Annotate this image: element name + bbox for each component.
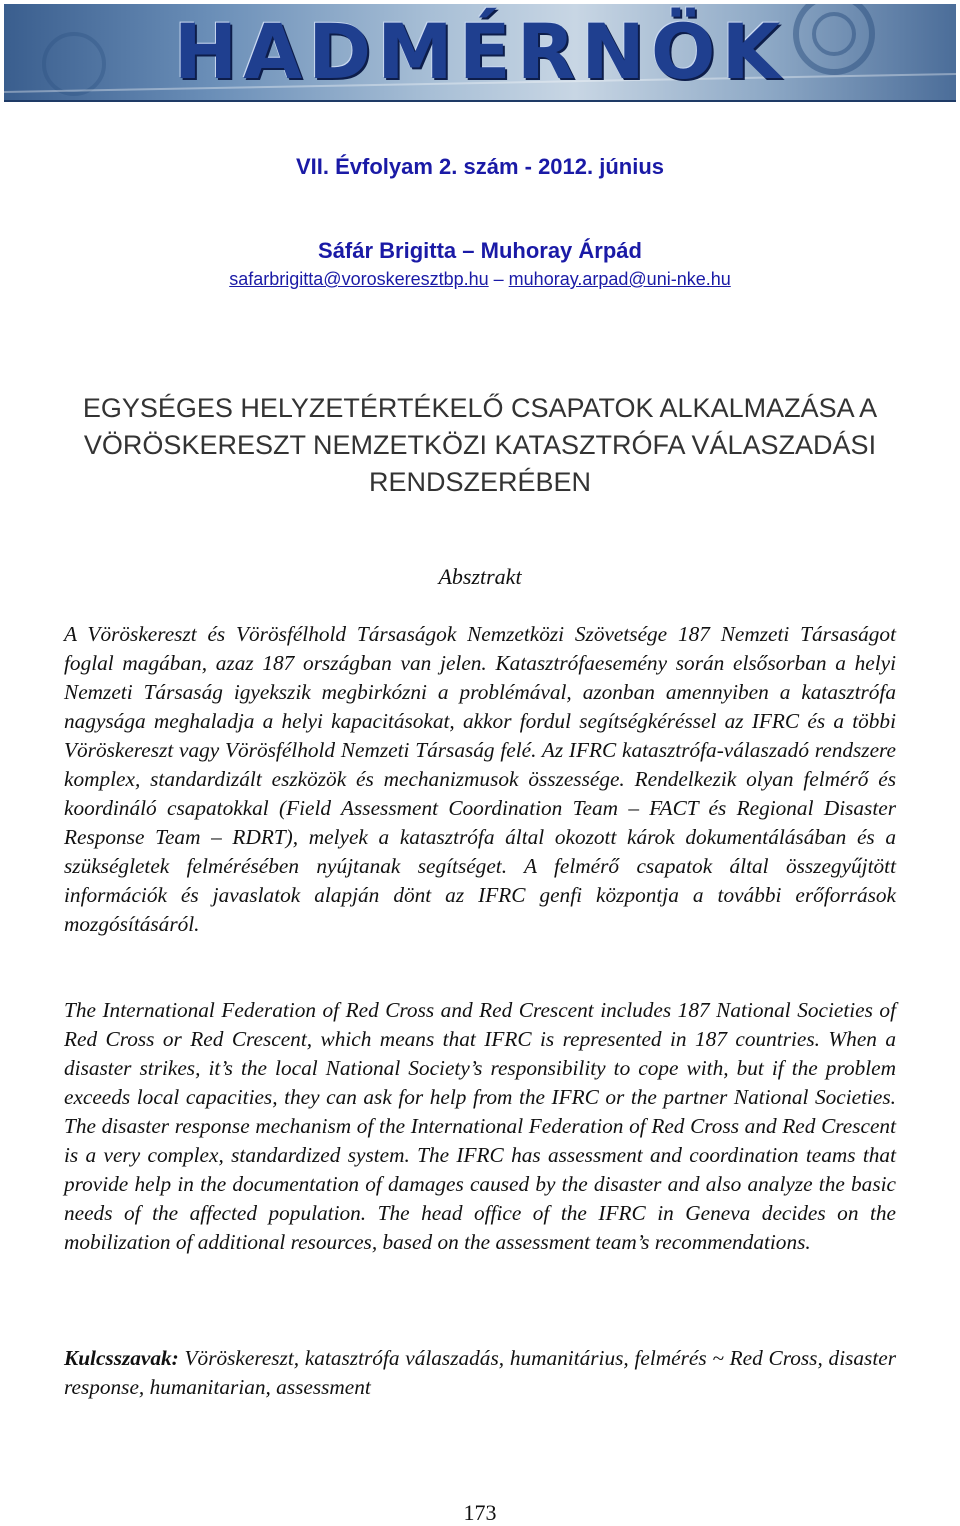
- email-separator: –: [488, 269, 509, 289]
- abstract-english: The International Federation of Red Cross and Red Crescent includes 187 National Societies of Red Cross or Red Crescent, which means that IFRC is represented in 187 countries. When a disaster strikes, it’s the local National Society’s responsibility to cope with, but if the problem exceeds local capacities, they can ask for help from the IFRC or the partner National Societies. The disaster response mechanism of the International Federation of Red Cross and Red Crescent is a very complex, standardized system. The IFRC has assessment and coordination teams that provide help in the documentation of damages caused by the disaster and also analyze the basic needs of the affected population. The head office of the IFRC in Geneva decides on the mobilization of additional resources, based on the assessment team’s recommendations.: [64, 998, 896, 1254]
- journal-banner: [4, 4, 956, 102]
- journal-logo: HADMÉRNÖK: [173, 7, 787, 96]
- email-link-2[interactable]: muhoray.arpad@uni-nke.hu: [508, 269, 731, 289]
- article-title: [0, 390, 960, 501]
- authors: Sáfár Brigitta – Muhoray Árpád: [318, 238, 642, 263]
- title-line-3: RENDSZERÉBEN: [368, 467, 592, 497]
- keywords-text: Vöröskereszt, katasztrófa válaszadás, humanitárius, felmérés ~ Red Cross, disaster response, humanitarian, assessment: [64, 1346, 896, 1399]
- issue-info: VII. Évfolyam 2. szám - 2012. június: [295, 154, 665, 179]
- abstract-hungarian: A Vöröskereszt és Vörösfélhold Társaságok Nemzetközi Szövetsége 187 Nemzeti Társaságot foglal magában, azaz 187 országban van jelen. Katasztrófaesemény során elsősorban a helyi Nemzeti Társaság igyekszik megbirkózni a problémával, azonban amennyiben a katasztrófa nagysága meghaladja a helyi kapacitásokat, akkor fordul segítségkéréssel az IFRC és a többi Vöröskereszt vagy Vörösfélhold Nemzeti Társaság felé. Az IFRC katasztrófa-válaszadó rendszere komplex, standardizált eszközök és mechanizmusok összessége. Rendelkezik olyan felmérő és koordináló csapatokkal (Field Assessment Coordination Team – FACT és Regional Disaster Response Team – RDRT), melyek a katasztrófa által okozott károk dokumentálásában és a szükségletek felmérésében nyújtanak segítséget. A felmérő csapatok által összegyűjtött információk és javaslatok alapján dönt az IFRC genfi központja a további erőforrások mozgósításáról.: [64, 622, 896, 936]
- keywords-label: Kulcsszavak:: [64, 1346, 179, 1370]
- title-line-2: VÖRÖSKERESZT NEMZETKÖZI KATASZTRÓFA VÁLASZADÁSI: [83, 430, 877, 460]
- title-line-1: EGYSÉGES HELYZETÉRTÉKELŐ CSAPATOK ALKALMAZÁSA A: [82, 393, 878, 423]
- page-number: 173: [463, 1500, 497, 1525]
- author-emails: [0, 266, 960, 292]
- keywords: [64, 1344, 896, 1402]
- abstract-heading: Absztrakt: [438, 564, 522, 589]
- email-link-1[interactable]: safarbrigitta@voroskeresztbp.hu: [229, 269, 489, 289]
